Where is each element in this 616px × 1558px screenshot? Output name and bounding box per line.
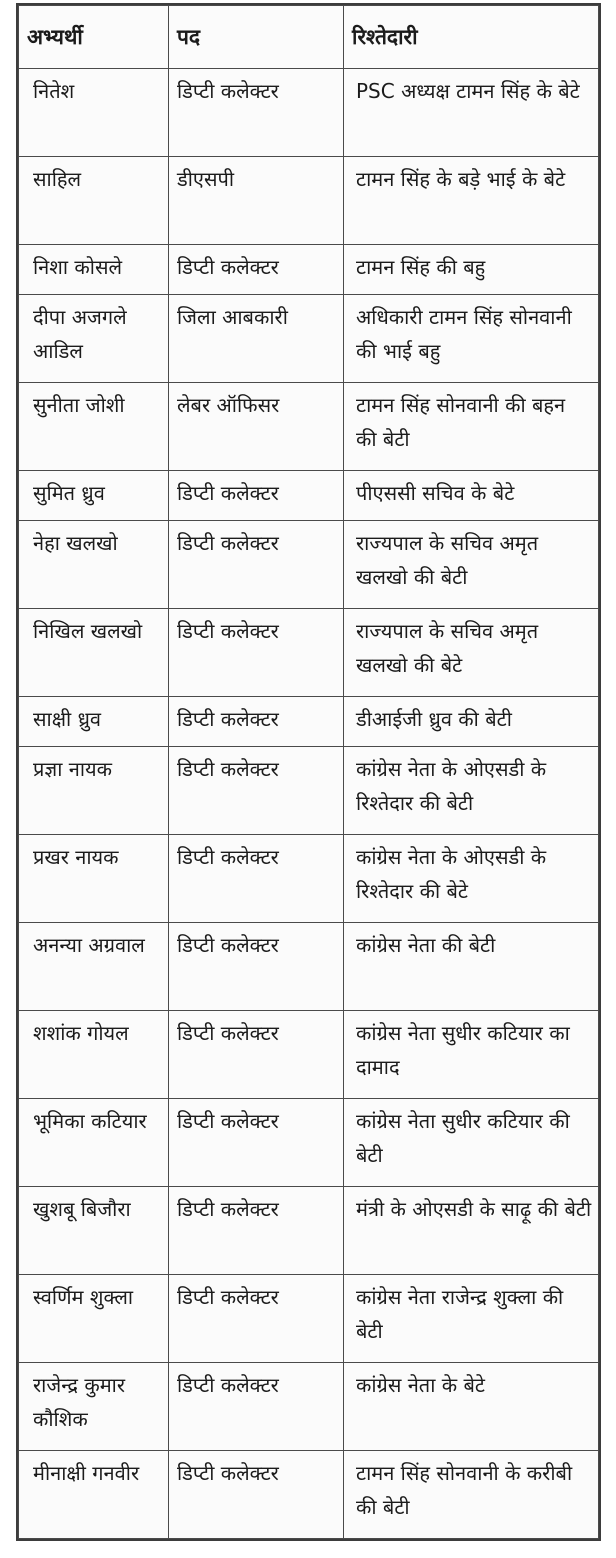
cell-relation: कांग्रेस नेता के बेटे (344, 1363, 599, 1451)
cell-relation: मंत्री के ओएसडी के साढ़ू की बेटी (344, 1187, 599, 1275)
table-header-row (19, 6, 599, 69)
cell-post: डिप्टी कलेक्टर (169, 471, 344, 521)
table-row (19, 1451, 599, 1539)
cell-post: डिप्टी कलेक्टर (169, 1451, 344, 1539)
cell-candidate: सुमित ध्रुव (19, 471, 169, 521)
cell-relation: कांग्रेस नेता के ओएसडी के रिश्तेदार की बेटे (344, 835, 599, 923)
table-row (19, 697, 599, 747)
cell-relation: टामन सिंह के बड़े भाई के बेटे (344, 157, 599, 245)
cell-relation: PSC अध्यक्ष टामन सिंह के बेटे (344, 69, 599, 157)
table-row (19, 69, 599, 157)
cell-candidate: नेहा खलखो (19, 521, 169, 609)
cell-relation: कांग्रेस नेता सुधीर कटियार की बेटी (344, 1099, 599, 1187)
cell-relation: कांग्रेस नेता की बेटी (344, 923, 599, 1011)
cell-post: जिला आबकारी (169, 295, 344, 383)
cell-post: डिप्टी कलेक्टर (169, 1099, 344, 1187)
cell-candidate: अनन्या अग्रवाल (19, 923, 169, 1011)
relations-table (18, 5, 599, 1539)
table-row (19, 1275, 599, 1363)
table-row (19, 1187, 599, 1275)
cell-candidate: दीपा अजगले आडिल (19, 295, 169, 383)
table-row (19, 471, 599, 521)
cell-candidate: प्रखर नायक (19, 835, 169, 923)
cell-post: डीएसपी (169, 157, 344, 245)
cell-post: डिप्टी कलेक्टर (169, 697, 344, 747)
cell-post: डिप्टी कलेक्टर (169, 609, 344, 697)
cell-relation: राज्यपाल के सचिव अमृत खलखो की बेटी (344, 521, 599, 609)
cell-post: लेबर ऑफिसर (169, 383, 344, 471)
relations-table-container (16, 3, 601, 1541)
cell-relation: डीआईजी ध्रुव की बेटी (344, 697, 599, 747)
header-relation: रिश्तेदारी (344, 6, 599, 69)
cell-candidate: शशांक गोयल (19, 1011, 169, 1099)
cell-candidate: भूमिका कटियार (19, 1099, 169, 1187)
table-row (19, 747, 599, 835)
cell-candidate: राजेन्द्र कुमार कौशिक (19, 1363, 169, 1451)
cell-relation: टामन सिंह की बहु (344, 245, 599, 295)
cell-relation: टामन सिंह सोनवानी के करीबी की बेटी (344, 1451, 599, 1539)
cell-candidate: सुनीता जोशी (19, 383, 169, 471)
cell-candidate: निखिल खलखो (19, 609, 169, 697)
cell-relation: कांग्रेस नेता राजेन्द्र शुक्ला की बेटी (344, 1275, 599, 1363)
cell-relation: कांग्रेस नेता सुधीर कटियार का दामाद (344, 1011, 599, 1099)
table-row (19, 1011, 599, 1099)
cell-post: डिप्टी कलेक्टर (169, 1011, 344, 1099)
cell-candidate: स्वर्णिम शुक्ला (19, 1275, 169, 1363)
cell-relation: अधिकारी टामन सिंह सोनवानी की भाई बहु (344, 295, 599, 383)
cell-post: डिप्टी कलेक्टर (169, 1275, 344, 1363)
table-row (19, 1099, 599, 1187)
cell-candidate: साहिल (19, 157, 169, 245)
cell-post: डिप्टी कलेक्टर (169, 835, 344, 923)
cell-relation: कांग्रेस नेता के ओएसडी के रिश्तेदार की बेटी (344, 747, 599, 835)
table-row (19, 609, 599, 697)
cell-post: डिप्टी कलेक्टर (169, 747, 344, 835)
table-row (19, 521, 599, 609)
cell-candidate: खुशबू बिजौरा (19, 1187, 169, 1275)
cell-post: डिप्टी कलेक्टर (169, 923, 344, 1011)
table-body (19, 69, 599, 1539)
table-row (19, 383, 599, 471)
cell-relation: टामन सिंह सोनवानी की बहन की बेटी (344, 383, 599, 471)
cell-relation: पीएससी सचिव के बेटे (344, 471, 599, 521)
cell-candidate: मीनाक्षी गनवीर (19, 1451, 169, 1539)
cell-candidate: नितेश (19, 69, 169, 157)
cell-post: डिप्टी कलेक्टर (169, 521, 344, 609)
cell-post: डिप्टी कलेक्टर (169, 1363, 344, 1451)
table-row (19, 923, 599, 1011)
table-row (19, 835, 599, 923)
header-candidate: अभ्यर्थी (19, 6, 169, 69)
table-row (19, 1363, 599, 1451)
cell-relation: राज्यपाल के सचिव अमृत खलखो की बेटे (344, 609, 599, 697)
table-row (19, 295, 599, 383)
table-row (19, 157, 599, 245)
cell-post: डिप्टी कलेक्टर (169, 1187, 344, 1275)
cell-candidate: साक्षी ध्रुव (19, 697, 169, 747)
table-row (19, 245, 599, 295)
cell-candidate: निशा कोसले (19, 245, 169, 295)
cell-post: डिप्टी कलेक्टर (169, 245, 344, 295)
cell-post: डिप्टी कलेक्टर (169, 69, 344, 157)
header-post: पद (169, 6, 344, 69)
cell-candidate: प्रज्ञा नायक (19, 747, 169, 835)
